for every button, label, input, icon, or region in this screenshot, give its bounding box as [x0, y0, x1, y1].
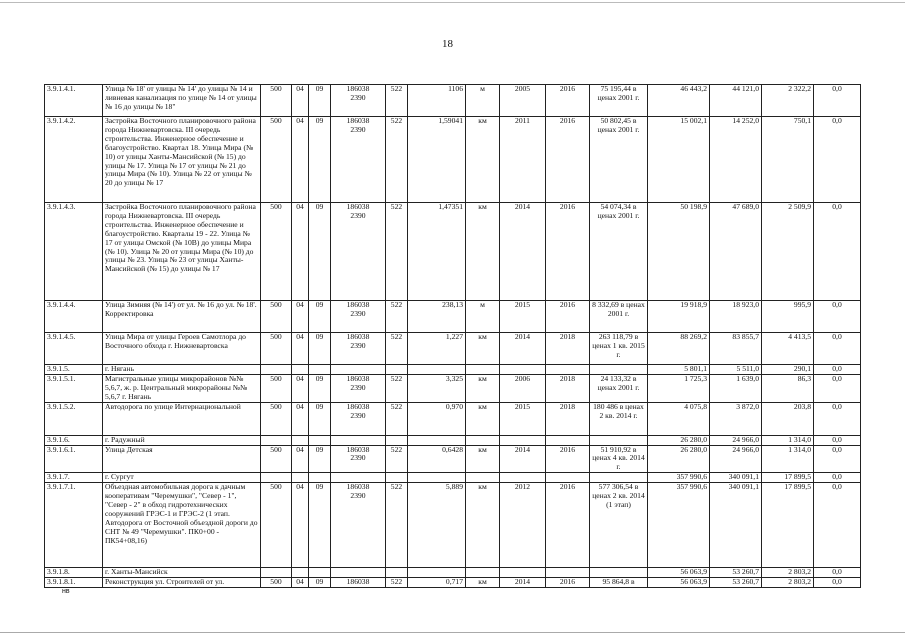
- cell-s1: 14 252,0: [710, 117, 762, 203]
- cell-start: 2014: [500, 333, 546, 365]
- cell-start: [500, 365, 546, 375]
- cell-pr: [309, 365, 331, 375]
- cell-csr: [331, 374, 386, 402]
- cell-s2: 2 509,9: [762, 203, 814, 301]
- cell-code: 3.9.1.4.4.: [45, 301, 103, 333]
- cell-unit: [466, 473, 500, 483]
- table-row: [45, 483, 861, 568]
- cell-unit: км: [466, 374, 500, 402]
- cell-unit: км: [466, 445, 500, 473]
- cell-gr: [261, 473, 292, 483]
- cell-code: 3.9.1.4.5.: [45, 333, 103, 365]
- cell-code: 3.9.1.7.1.: [45, 483, 103, 568]
- csr-part: 2390: [350, 453, 366, 463]
- csr-part: 186038: [346, 445, 370, 454]
- cell-s3: 0,0: [814, 435, 861, 445]
- cell-csr: [331, 568, 386, 578]
- cell-csr: [331, 333, 386, 365]
- cell-unit: м: [466, 301, 500, 333]
- cell-end: 2016: [546, 445, 590, 473]
- cell-unit: км: [466, 117, 500, 203]
- cell-name: Реконструкция ул. Строителей от ул.: [103, 578, 261, 588]
- cell-s3: 0,0: [814, 365, 861, 375]
- cell-total: 88 269,2: [648, 333, 710, 365]
- cell-csr: [331, 483, 386, 568]
- cell-total: 46 443,2: [648, 85, 710, 117]
- cell-cap: 1,59041: [408, 117, 466, 203]
- cell-vr: [386, 365, 408, 375]
- cell-total: 19 918,9: [648, 301, 710, 333]
- table-row: [45, 301, 861, 333]
- cell-rz: 04: [292, 203, 309, 301]
- cell-s1: 340 091,1: [710, 483, 762, 568]
- cell-unit: км: [466, 333, 500, 365]
- table-row: [45, 473, 861, 483]
- cell-s3: 0,0: [814, 203, 861, 301]
- cell-end: 2016: [546, 203, 590, 301]
- csr-part: 2390: [350, 410, 366, 420]
- cell-code: 3.9.1.5.2.: [45, 402, 103, 435]
- cell-s1: 53 260,7: [710, 568, 762, 578]
- cell-s3: 0,0: [814, 483, 861, 568]
- cell-total: 5 801,1: [648, 365, 710, 375]
- cell-unit: км: [466, 402, 500, 435]
- csr-part: 186038: [346, 84, 370, 93]
- cell-s2: 17 899,5: [762, 483, 814, 568]
- cell-cap: [408, 435, 466, 445]
- cell-cap: 0,6428: [408, 445, 466, 473]
- cell-vr: 522: [386, 333, 408, 365]
- cell-cap: 3,325: [408, 374, 466, 402]
- cell-start: 2012: [500, 483, 546, 568]
- cell-s2: 290,1: [762, 365, 814, 375]
- csr-part: 2390: [350, 340, 366, 350]
- cell-total: 357 990,6: [648, 483, 710, 568]
- cell-gr: 500: [261, 578, 292, 588]
- table-row: [45, 578, 861, 588]
- cell-unit: км: [466, 483, 500, 568]
- csr-part: 2390: [350, 124, 366, 134]
- cell-pr: 09: [309, 117, 331, 203]
- cell-total: 4 075,8: [648, 402, 710, 435]
- cell-end: 2018: [546, 402, 590, 435]
- cell-end: [546, 473, 590, 483]
- table-row: [45, 374, 861, 402]
- cell-s3: 0,0: [814, 402, 861, 435]
- csr-part: 2390: [350, 210, 366, 220]
- csr-part: 186038: [346, 402, 370, 411]
- cell-gr: 500: [261, 301, 292, 333]
- cell-start: 2006: [500, 374, 546, 402]
- cell-name: Улица Зимняя (№ 14') от ул. № 16 до ул. № 18'. Корректировка: [103, 301, 261, 333]
- cell-s2: 2 803,2: [762, 578, 814, 588]
- cell-csr: [331, 203, 386, 301]
- cell-cap: 1106: [408, 85, 466, 117]
- cell-pr: 09: [309, 85, 331, 117]
- table-row: [45, 203, 861, 301]
- csr-part: 186038: [346, 482, 370, 492]
- cell-end: [546, 568, 590, 578]
- cell-cost: 54 074,34 в ценах 2001 г.: [590, 203, 648, 301]
- csr-part: 2390: [350, 491, 366, 501]
- cell-s3: 0,0: [814, 374, 861, 402]
- cell-gr: [261, 435, 292, 445]
- csr-part: 2390: [350, 92, 366, 102]
- cell-csr: [331, 85, 386, 117]
- cell-start: [500, 435, 546, 445]
- cell-gr: [261, 365, 292, 375]
- cell-cap: [408, 568, 466, 578]
- cell-vr: 522: [386, 445, 408, 473]
- cell-pr: 09: [309, 203, 331, 301]
- cell-s2: 750,1: [762, 117, 814, 203]
- cell-start: 2014: [500, 203, 546, 301]
- cell-s2: 203,8: [762, 402, 814, 435]
- cell-name: Улица № 18' от улицы № 14' до улицы № 14 и ливневая канализация по улице № 14 от улицы № 16 до улицы № 18": [103, 85, 261, 117]
- cell-s1: 5 511,0: [710, 365, 762, 375]
- cell-rz: 04: [292, 578, 309, 588]
- cell-cap: 1,227: [408, 333, 466, 365]
- cell-name: г. Сургут: [103, 473, 261, 483]
- cell-gr: 500: [261, 85, 292, 117]
- cell-name: Автодорога по улице Интернациональной: [103, 402, 261, 435]
- cell-s3: 0,0: [814, 301, 861, 333]
- cell-pr: [309, 473, 331, 483]
- cell-vr: [386, 435, 408, 445]
- cell-rz: 04: [292, 301, 309, 333]
- cell-s2: 17 899,5: [762, 473, 814, 483]
- cell-vr: 522: [386, 578, 408, 588]
- cell-unit: км: [466, 578, 500, 588]
- cell-pr: 09: [309, 578, 331, 588]
- cell-pr: [309, 435, 331, 445]
- cell-cost: 263 118,79 в ценах 1 кв. 2015 г.: [590, 333, 648, 365]
- cell-cost: 180 486 в ценах 2 кв. 2014 г.: [590, 402, 648, 435]
- cell-code: 3.9.1.4.2.: [45, 117, 103, 203]
- cell-s1: 340 091,1: [710, 473, 762, 483]
- footer-mark: нв: [62, 588, 70, 595]
- cell-s1: 3 872,0: [710, 402, 762, 435]
- cell-s1: 18 923,0: [710, 301, 762, 333]
- cell-csr: [331, 445, 386, 473]
- table-row: [45, 365, 861, 375]
- cell-unit: [466, 435, 500, 445]
- cell-pr: 09: [309, 333, 331, 365]
- bottom-edge-line: [0, 632, 905, 633]
- cell-vr: [386, 568, 408, 578]
- cell-csr: [331, 301, 386, 333]
- cell-rz: [292, 435, 309, 445]
- cell-s1: 44 121,0: [710, 85, 762, 117]
- cell-pr: 09: [309, 374, 331, 402]
- cell-start: 2011: [500, 117, 546, 203]
- csr-part: 186038: [346, 202, 370, 211]
- table-row: [45, 445, 861, 473]
- budget-table: [44, 84, 861, 588]
- cell-name: Объездная автомобильная дорога к дачным кооперативам "Черемушки", "Север - 1", "Север - 2" в обход гидротехнических сооружений ГРЭС-1 и ГРЭС-2 (1 этап. Автодорога от Восточной объездной дороги до СНТ № 49 "Черемушки". ПК0+00 - ПК54+08,16): [103, 483, 261, 568]
- cell-vr: 522: [386, 203, 408, 301]
- cell-end: 2016: [546, 483, 590, 568]
- cell-csr: [331, 435, 386, 445]
- cell-pr: 09: [309, 483, 331, 568]
- cell-s3: 0,0: [814, 85, 861, 117]
- cell-s1: 47 689,0: [710, 203, 762, 301]
- cell-gr: 500: [261, 483, 292, 568]
- cell-end: 2016: [546, 578, 590, 588]
- cell-name: Застройка Восточного планировочного района города Нижневартовска. III очередь строительства. Инженерное обеспечение и благоустройство. Кварталы 19 - 22. Улица № 17 от улицы Омской (№ 10В) до улицы Мира (№ 10). Улица № 20 от улицы Мира (№ 10) до улицы № 23. Улица № 23 от улицы Ханты-Мансийской (№ 15) до улицы № 17: [103, 203, 261, 301]
- cell-code: 3.9.1.6.1.: [45, 445, 103, 473]
- cell-total: 26 280,0: [648, 445, 710, 473]
- cell-cost: 577 306,54 в ценах 2 кв. 2014 (1 этап): [590, 483, 648, 568]
- cell-code: 3.9.1.8.: [45, 568, 103, 578]
- csr-part: 186038: [346, 332, 370, 341]
- cell-vr: 522: [386, 117, 408, 203]
- cell-total: 56 063,9: [648, 568, 710, 578]
- csr-part: 2390: [350, 382, 366, 392]
- cell-gr: 500: [261, 203, 292, 301]
- cell-end: 2018: [546, 333, 590, 365]
- cell-rz: 04: [292, 445, 309, 473]
- cell-end: 2016: [546, 85, 590, 117]
- table-row: [45, 568, 861, 578]
- cell-total: 15 002,1: [648, 117, 710, 203]
- cell-cost: 51 910,92 в ценах 4 кв. 2014 г.: [590, 445, 648, 473]
- cell-cap: 0,717: [408, 578, 466, 588]
- cell-csr: [331, 402, 386, 435]
- cell-code: 3.9.1.6.: [45, 435, 103, 445]
- cell-name: г. Нягань: [103, 365, 261, 375]
- top-edge-line: [0, 2, 905, 3]
- cell-s2: 4 413,5: [762, 333, 814, 365]
- csr-part: 186038: [346, 116, 370, 125]
- cell-start: [500, 568, 546, 578]
- cell-s2: 2 322,2: [762, 85, 814, 117]
- cell-end: 2016: [546, 301, 590, 333]
- cell-gr: 500: [261, 333, 292, 365]
- cell-vr: [386, 473, 408, 483]
- cell-unit: [466, 568, 500, 578]
- cell-vr: 522: [386, 402, 408, 435]
- cell-pr: [309, 568, 331, 578]
- cell-vr: 522: [386, 85, 408, 117]
- cell-end: 2018: [546, 374, 590, 402]
- cell-name: г. Радужный: [103, 435, 261, 445]
- cell-name: Магистральные улицы микрорайонов №№ 5,6,7, ж. р. Центральный микрорайоны №№ 5,6,7 г. Нягань: [103, 374, 261, 402]
- cell-s2: 2 803,2: [762, 568, 814, 578]
- table-row: [45, 333, 861, 365]
- cell-s1: 24 966,0: [710, 435, 762, 445]
- cell-total: 1 725,3: [648, 374, 710, 402]
- cell-total: 26 280,0: [648, 435, 710, 445]
- cell-cap: 1,47351: [408, 203, 466, 301]
- cell-code: 3.9.1.4.1.: [45, 85, 103, 117]
- cell-cost: 8 332,69 в ценах 2001 г.: [590, 301, 648, 333]
- cell-s2: 86,3: [762, 374, 814, 402]
- table-row: [45, 435, 861, 445]
- csr-part: 186038: [346, 374, 370, 383]
- cell-s1: 83 855,7: [710, 333, 762, 365]
- cell-code: 3.9.1.5.1.: [45, 374, 103, 402]
- csr-part: 2390: [350, 308, 366, 318]
- cell-unit: км: [466, 203, 500, 301]
- cell-start: [500, 473, 546, 483]
- cell-code: 3.9.1.7.: [45, 473, 103, 483]
- cell-pr: 09: [309, 301, 331, 333]
- cell-cost: [590, 473, 648, 483]
- table-row: [45, 85, 861, 117]
- cell-s3: 0,0: [814, 568, 861, 578]
- cell-vr: 522: [386, 483, 408, 568]
- cell-pr: 09: [309, 445, 331, 473]
- cell-start: 2015: [500, 301, 546, 333]
- cell-start: 2014: [500, 445, 546, 473]
- cell-end: [546, 365, 590, 375]
- cell-vr: 522: [386, 301, 408, 333]
- cell-start: 2015: [500, 402, 546, 435]
- cell-s3: 0,0: [814, 578, 861, 588]
- cell-rz: 04: [292, 402, 309, 435]
- page-number: 18: [442, 38, 453, 50]
- cell-cost: [590, 435, 648, 445]
- cell-cap: 238,13: [408, 301, 466, 333]
- cell-cost: [590, 365, 648, 375]
- cell-gr: [261, 568, 292, 578]
- cell-gr: 500: [261, 117, 292, 203]
- cell-s2: 995,9: [762, 301, 814, 333]
- cell-total: 357 990,6: [648, 473, 710, 483]
- csr-part: 186038: [346, 577, 370, 587]
- cell-end: 2016: [546, 117, 590, 203]
- cell-rz: 04: [292, 117, 309, 203]
- cell-name: Застройка Восточного планировочного района города Нижневартовска. III очередь строительства. Инженерное обеспечение и благоустройство. Квартал 18. Улица Мира (№ 10) от улицы Ханты-Мансийской (№ 15) до улицы № 17. Улица № 17 от улицы № 21 до улицы Мира (№ 10). Улица № 22 от улицы № 20 до улицы № 17: [103, 117, 261, 203]
- cell-rz: [292, 568, 309, 578]
- csr-part: 186038: [346, 300, 370, 309]
- cell-unit: м: [466, 85, 500, 117]
- cell-s2: 1 314,0: [762, 435, 814, 445]
- cell-cost: 75 195,44 в ценах 2001 г.: [590, 85, 648, 117]
- cell-cost: 95 864,8 в: [590, 578, 648, 588]
- cell-cap: 0,970: [408, 402, 466, 435]
- cell-gr: 500: [261, 445, 292, 473]
- cell-name: г. Ханты-Мансийск: [103, 568, 261, 578]
- cell-gr: 500: [261, 402, 292, 435]
- cell-code: 3.9.1.5.: [45, 365, 103, 375]
- cell-s3: 0,0: [814, 473, 861, 483]
- cell-csr: [331, 473, 386, 483]
- cell-s1: 1 639,0: [710, 374, 762, 402]
- cell-cap: 5,889: [408, 483, 466, 568]
- cell-csr: [331, 117, 386, 203]
- cell-s3: 0,0: [814, 333, 861, 365]
- table-row: [45, 402, 861, 435]
- cell-cost: 24 133,32 в ценах 2001 г.: [590, 374, 648, 402]
- cell-cap: [408, 473, 466, 483]
- table-row: [45, 117, 861, 203]
- cell-start: 2005: [500, 85, 546, 117]
- cell-unit: [466, 365, 500, 375]
- cell-total: 56 063,9: [648, 578, 710, 588]
- cell-gr: 500: [261, 374, 292, 402]
- cell-total: 50 198,9: [648, 203, 710, 301]
- cell-csr: [331, 365, 386, 375]
- cell-rz: [292, 365, 309, 375]
- cell-pr: 09: [309, 402, 331, 435]
- cell-cost: [590, 568, 648, 578]
- cell-s3: 0,0: [814, 117, 861, 203]
- cell-start: 2014: [500, 578, 546, 588]
- cell-s1: 24 966,0: [710, 445, 762, 473]
- cell-csr: [331, 578, 386, 588]
- cell-name: Улица Мира от улицы Героев Самотлора до Восточного обхода г. Нижневартовска: [103, 333, 261, 365]
- cell-rz: 04: [292, 374, 309, 402]
- cell-code: 3.9.1.8.1.: [45, 578, 103, 588]
- cell-code: 3.9.1.4.3.: [45, 203, 103, 301]
- cell-cost: 50 802,45 в ценах 2001 г.: [590, 117, 648, 203]
- cell-s1: 53 260,7: [710, 578, 762, 588]
- cell-s2: 1 314,0: [762, 445, 814, 473]
- cell-rz: 04: [292, 85, 309, 117]
- cell-rz: [292, 473, 309, 483]
- cell-name: Улица Детская: [103, 445, 261, 473]
- cell-s3: 0,0: [814, 445, 861, 473]
- cell-rz: 04: [292, 333, 309, 365]
- cell-cap: [408, 365, 466, 375]
- cell-vr: 522: [386, 374, 408, 402]
- cell-end: [546, 435, 590, 445]
- cell-rz: 04: [292, 483, 309, 568]
